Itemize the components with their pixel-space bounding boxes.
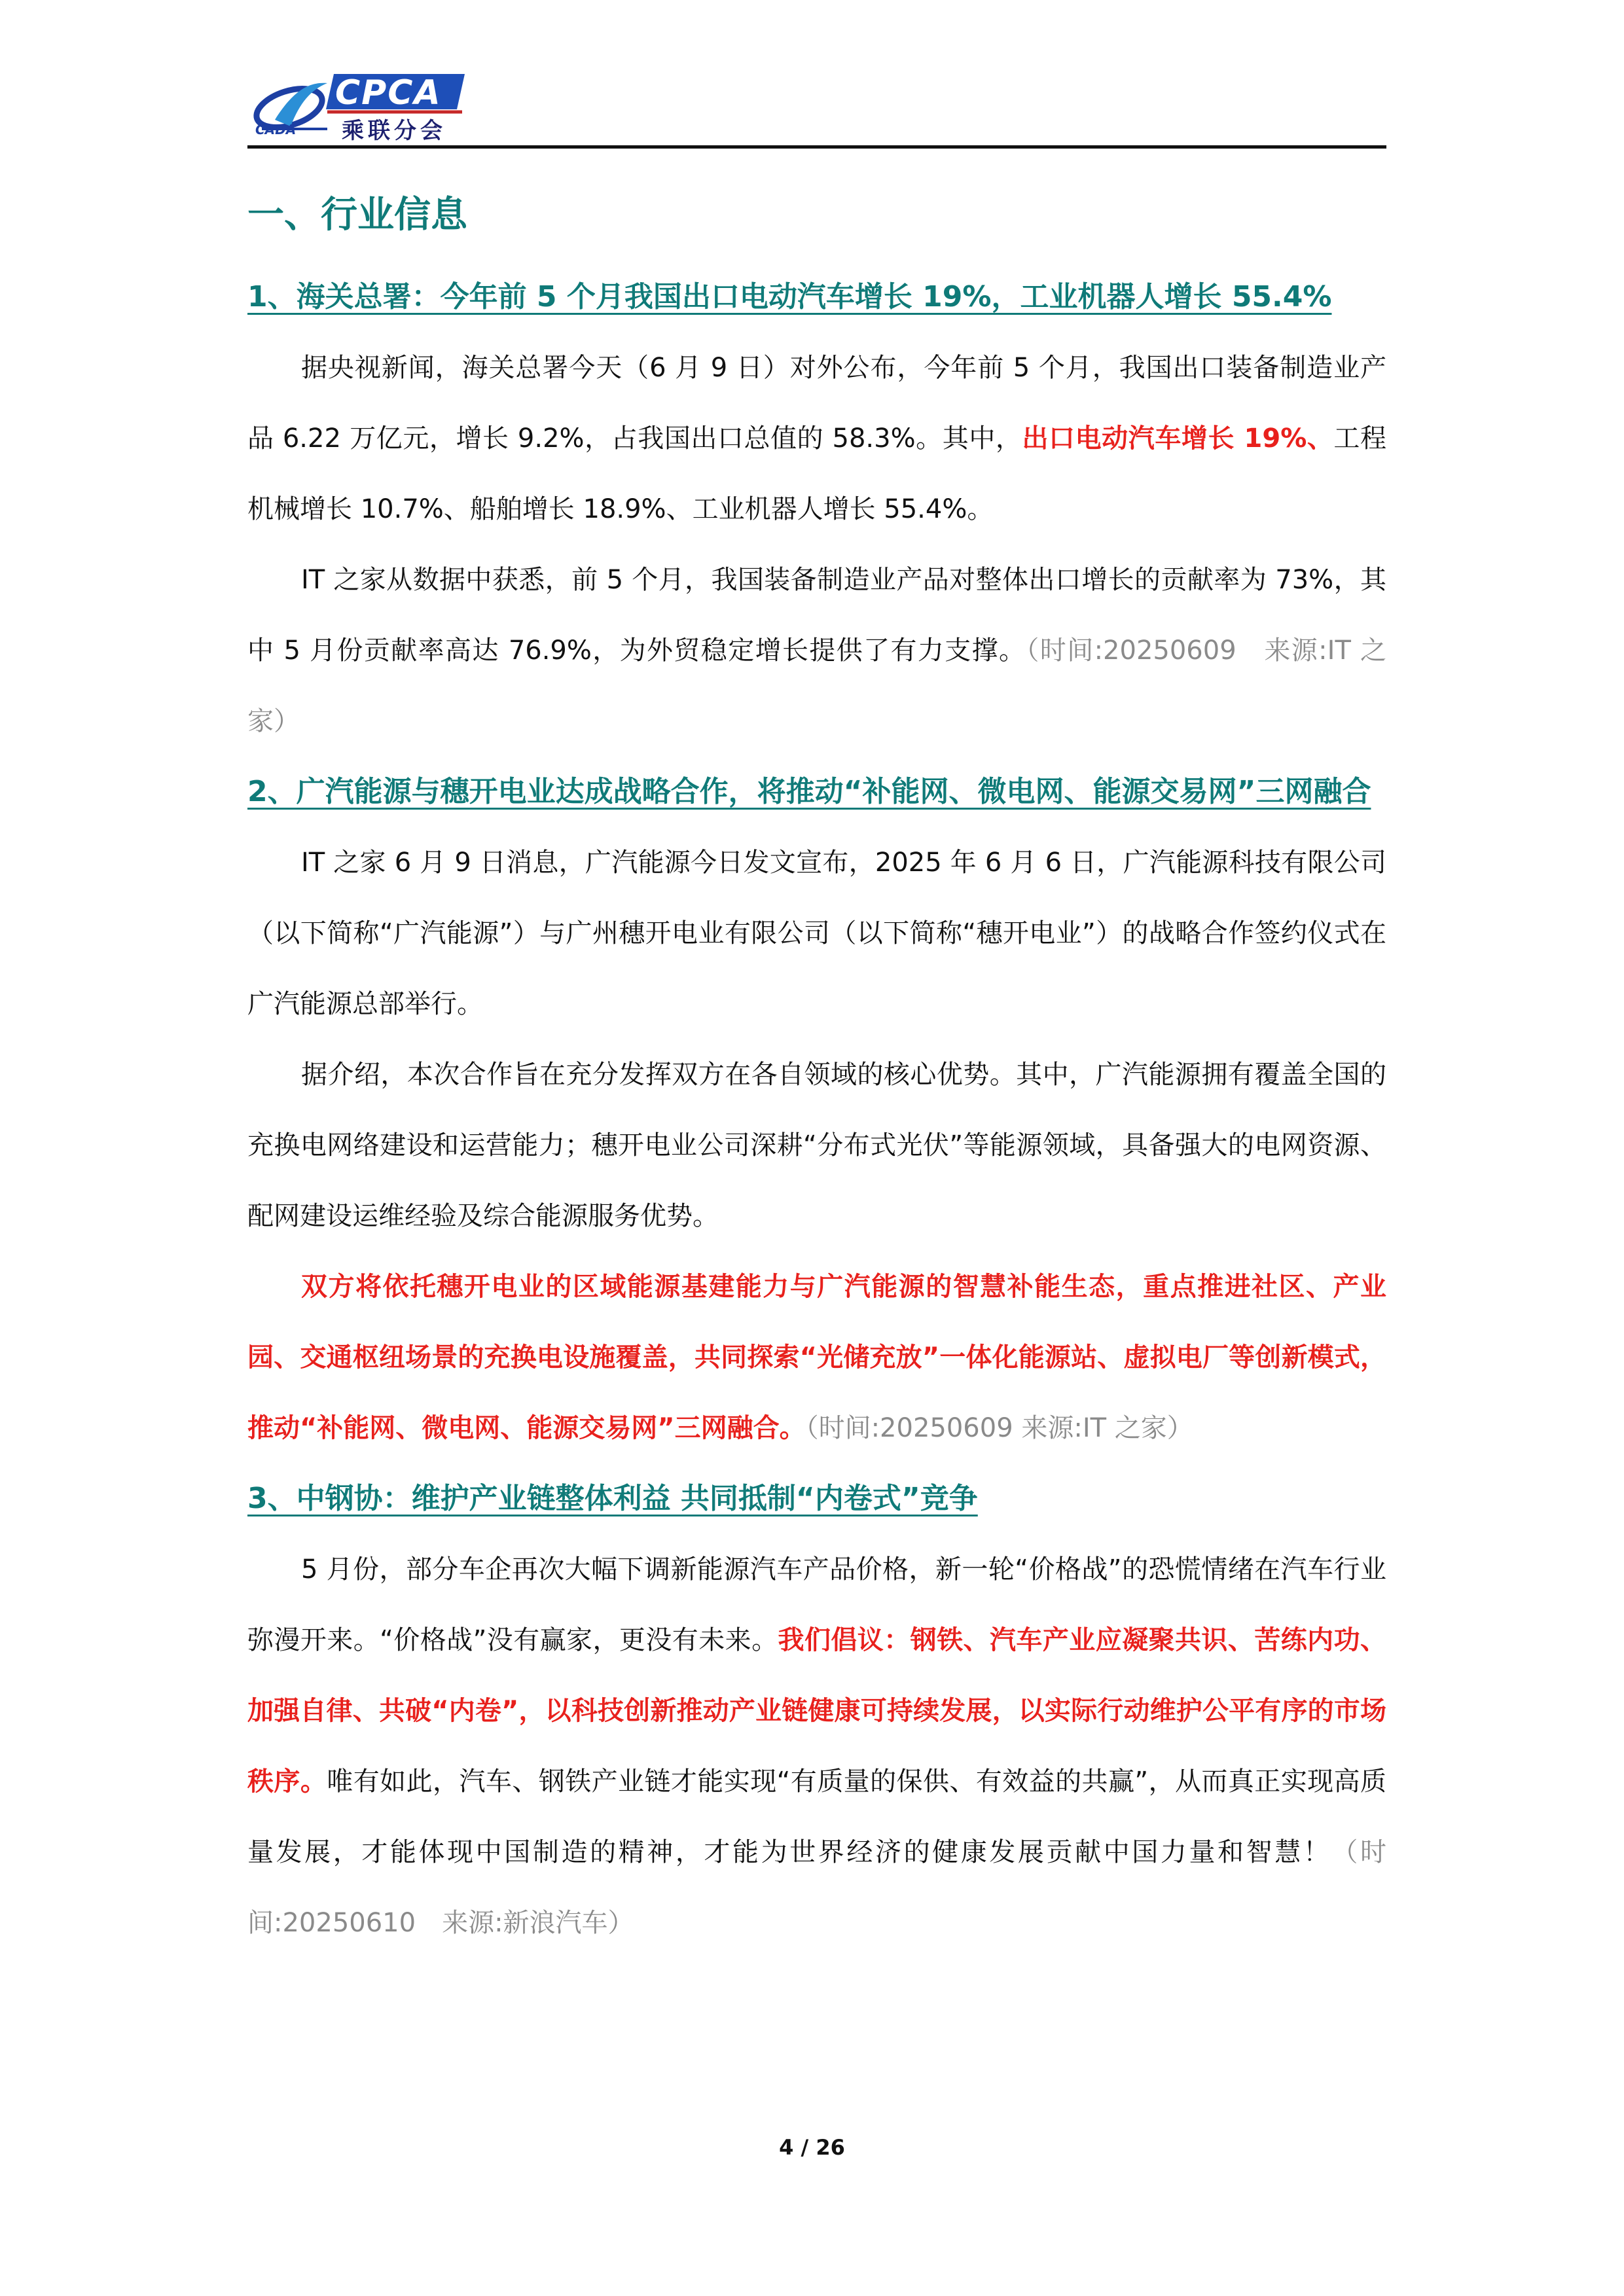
source-note: （时间:20250610 来源:新浪汽车） [247,1837,1387,1939]
news-title-2: 2、广汽能源与穗开电业达成战略合作，将推动“补能网、微电网、能源交易网”三网融合 [247,775,1371,809]
news-1-paragraph-2 [247,545,1386,757]
source-note: （时间:20250609 来源:IT 之家） [247,636,1386,737]
text-run: 工程机械增长 10.7%、船舶增长 18.9%、工业机器人增长 55.4%。 [247,423,1386,525]
section-title: 一、行业信息 [247,194,467,236]
text-run: 5 月份，部分车企再次大幅下调新能源汽车产品价格，新一轮“价格战”的恐慌情绪在汽车行业弥漫开来。“价格战”没有赢家，更没有未来。 [247,1554,1386,1656]
highlight-text: 双方将依托穗开电业的区域能源基建能力与广汽能源的智慧补能生态，重点推进社区、产业园、交通枢纽场景的充换电设施覆盖，共同探索“光储充放”一体化能源站、虚拟电厂等创新模式，推动“补能网、微电网、能源交易网”三网融合。 [247,1272,1386,1444]
text-run: 据央视新闻，海关总署今天（6 月 9 日）对外公布，今年前 5 个月，我国出口装备制造业产品 6.22 万亿元，增长 9.2%，占我国出口总值的 58.3%。其中， [247,353,1386,454]
logo-small-text: CADA [255,122,297,137]
text-run: 唯有如此，汽车、钢铁产业链才能实现“有质量的保供、有效益的共赢”，从而真正实现高质量发展，才能体现中国制造的精神，才能为世界经济的健康发展贡献中国力量和智慧！ [247,1767,1386,1868]
news-1-paragraph-1 [247,332,1386,545]
logo-subtitle: 乘联分会 [342,118,446,144]
text-run: IT 之家从数据中获悉，前 5 个月，我国装备制造业产品对整体出口增长的贡献率为 73%，其中 5 月份贡献率高达 76.9%，为外贸稳定增长提供了有力支撑。 [247,565,1386,666]
logo-wordmark: CPCA [335,73,442,113]
news-2-paragraph-3 [247,1251,1386,1463]
news-title-1: 1、海关总署：今年前 5 个月我国出口电动汽车增长 19%，工业机器人增长 55.4% [247,280,1332,314]
news-title-3: 3、中钢协：维护产业链整体利益 共同抵制“内卷式”竞争 [247,1482,978,1516]
source-note: （时间:20250609 来源:IT 之家） [805,1413,1193,1444]
page-number: 4 / 26 [779,2135,845,2160]
news-2-paragraph-2: 据介绍，本次合作旨在充分发挥双方在各自领域的核心优势。其中，广汽能源拥有覆盖全国的充换电网络建设和运营能力；穗开电业公司深耕“分布式光伏”等能源领域，具备强大的电网资源、配网建设运维经验及综合能源服务优势。 [247,1060,1386,1232]
main-content [247,190,1386,1958]
highlight-text: 我们倡议：钢铁、汽车产业应凝聚共识、苦练内功、加强自律、共破“内卷”，以科技创新推动产业链健康可持续发展，以实际行动维护公平有序的市场秩序。 [247,1625,1387,1797]
news-3-paragraph-1 [247,1534,1386,1958]
highlight-text: 出口电动汽车增长 19%、 [1022,423,1334,454]
header-divider [247,145,1386,149]
news-2-paragraph-1: IT 之家 6 月 9 日消息，广汽能源今日发文宣布，2025 年 6 月 6 日，广汽能源科技有限公司（以下简称“广汽能源”）与广州穗开电业有限公司（以下简称“穗开电业”）的战略合作签约仪式在广汽能源总部举行。 [247,848,1386,1020]
